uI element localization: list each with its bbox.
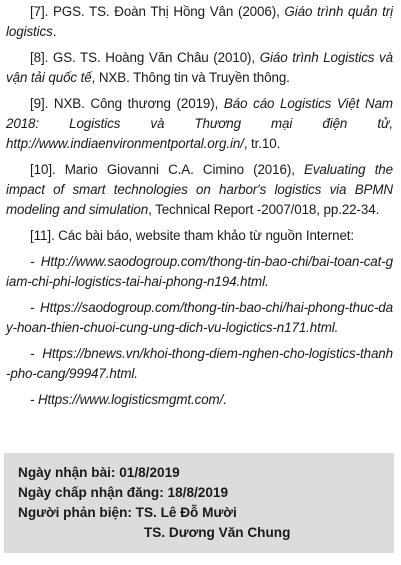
- reviewer-1: Người phản biện: TS. Lê Đỗ Mười: [18, 505, 237, 520]
- reference-authors: NXB. Công thương (2019),: [48, 96, 224, 111]
- reference-9: [6, 94, 393, 154]
- reference-link-4: - Https://www.logisticsmgmt.com/.: [30, 392, 227, 407]
- reference-rest: , Technical Report -2007/018, pp.22-34.: [148, 202, 380, 217]
- reference-list: [6, 2, 393, 416]
- reference-authors: Các bài báo, website tham khảo từ nguồn Internet:: [54, 228, 355, 243]
- reference-title: Evaluating the impact of smart technologies on harbor's logistics via BPMN modeling and simulation: [6, 162, 394, 217]
- received-date: Ngày nhận bài: 01/8/2019: [18, 465, 180, 480]
- reference-7: [6, 2, 393, 42]
- reference-number: [9].: [30, 96, 49, 111]
- reference-title: Giáo trình quản trị logistics: [6, 4, 393, 39]
- article-info-box: [4, 453, 394, 553]
- reference-link-1: - Http://www.saodogroup.com/thong-tin-bao-chi/bai-toan-cat-giam-chi-phi-logistics-tai-hai-phong-n194.html.: [6, 254, 393, 289]
- reference-authors: GS. TS. Hoàng Văn Châu (2010),: [48, 50, 260, 65]
- reference-link-2: - Https://saodogroup.com/thong-tin-bao-chi/hai-phong-thuc-day-hoan-thien-chuoi-cung-ung-dich-vu-logictics-n171.html.: [6, 300, 393, 335]
- reference-number: [8].: [30, 50, 49, 65]
- reference-number: [10].: [30, 162, 56, 177]
- reference-title: Giáo trình Logistics và vận tải quốc tế: [6, 50, 393, 85]
- accepted-date: Ngày chấp nhận đăng: 18/8/2019: [18, 485, 229, 500]
- reference-10: [6, 160, 393, 220]
- reference-authors: PGS. TS. Đoàn Thị Hồng Vân (2006),: [48, 4, 285, 19]
- reference-authors: Mario Giovanni C.A. Cimino (2016),: [55, 162, 304, 177]
- reference-number: [11].: [30, 228, 55, 243]
- reference-rest: , NXB. Thông tin và Truyền thông.: [91, 70, 290, 85]
- reference-8: [6, 48, 393, 88]
- reference-link-3: - Https://bnews.vn/khoi-thong-diem-nghen-cho-logistics-thanh-pho-cang/99947.html.: [6, 346, 393, 381]
- reviewer-2: TS. Dương Văn Chung: [144, 525, 291, 540]
- reference-11: [6, 226, 393, 246]
- reference-number: [7].: [30, 4, 49, 19]
- reference-rest: .: [52, 24, 57, 39]
- reference-rest: , tr.10.: [243, 136, 281, 151]
- reference-title: Báo cáo Logistics Việt Nam 2018: Logistics và Thương mại điện tử, http://www.indiaenvironmentportal.org.in/: [6, 96, 393, 151]
